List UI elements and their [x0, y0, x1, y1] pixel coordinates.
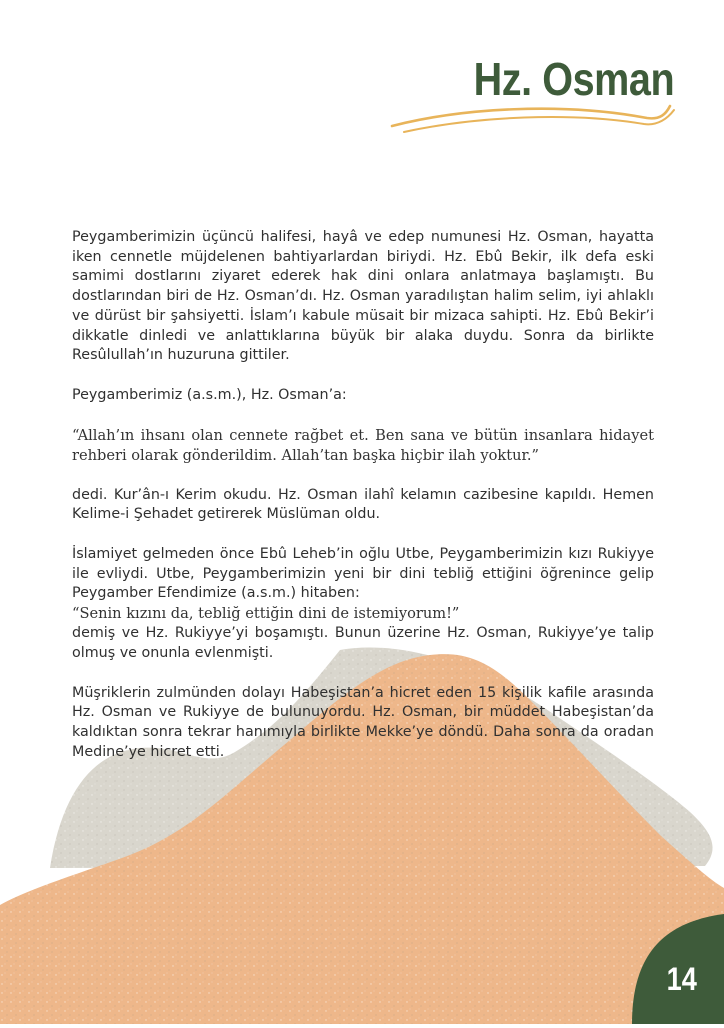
title-swoosh-decoration	[382, 88, 682, 138]
page-number-badge	[624, 914, 724, 1024]
paragraph-hijra: Müşriklerin zulmünden dolayı Habeşistan’a hicret eden 15 kişilik kafile arasında Hz. Osman ve Rukiyye de bulunuyordu. Hz. Osman, bir müddet Habeşistan’da kaldıktan sonra tekrar hanımıyla birlikte Mekke’ye döndü. Daha sonra da oradan Medine’ye hicret etti.	[72, 684, 654, 760]
title-block	[374, 52, 674, 142]
quote-prophet: “Allah’ın ihsanı olan cennete rağbet et. Ben sana ve bütün insanlara hidayet rehberi olarak gönderildim. Allah’tan başka hiçbir ilah yoktur.”	[72, 426, 654, 464]
quote-utbe: “Senin kızını da, tebliğ ettiğin dini de istemiyorum!”	[72, 605, 460, 623]
paragraph-marriage: demiş ve Hz. Rukiyye’yi boşamıştı. Bunun üzerine Hz. Osman, Rukiyye’ye talip olmuş ve onunla evlenmişti.	[72, 625, 654, 661]
paragraph-speech-lead: Peygamberimiz (a.s.m.), Hz. Osman’a:	[72, 386, 347, 403]
paragraph-intro: Peygamberimizin üçüncü halifesi, hayâ ve edep numunesi Hz. Osman, hayatta iken cennetle müjdelenen bahtiyarlardan biriydi. Hz. Ebû Bekir, ilk defa eski samimi dostlarını ziyaret ederek hak dini onlara anlatmaya başlamıştı. Bu dostlarından biri de Hz. Osman’dı. Hz. Osman yaradılıştan halim selim, iyi ahlaklı ve dürüst bir şahsiyetti. İslam’ı kabule müsait bir mizaca sahipti. Hz. Ebû Bekir’i dikkatle dinledi ve anlattıklarına büyük bir alaka duydu. Sonra da birlikte Resûlullah’ın huzuruna gittiler.	[72, 229, 654, 364]
paragraph-utbe: İslamiyet gelmeden önce Ebû Leheb’in oğlu Utbe, Peygamberimizin kızı Rukiyye ile evliydi. Utbe, Peygamberimizin yeni bir dini tebliğ ettiğini öğrenince gelip Peygamber Efendimize (a.s.m.) hitaben:	[72, 546, 654, 602]
page-number: 14	[667, 961, 698, 997]
article-body	[72, 228, 654, 762]
paragraph-conversion: dedi. Kur’ân-ı Kerim okudu. Hz. Osman ilahî kelamın cazibesine kapıldı. Hemen Kelime-i Şehadet getirerek Müslüman oldu.	[72, 486, 654, 523]
page-title: Hz. Osman	[473, 53, 674, 105]
